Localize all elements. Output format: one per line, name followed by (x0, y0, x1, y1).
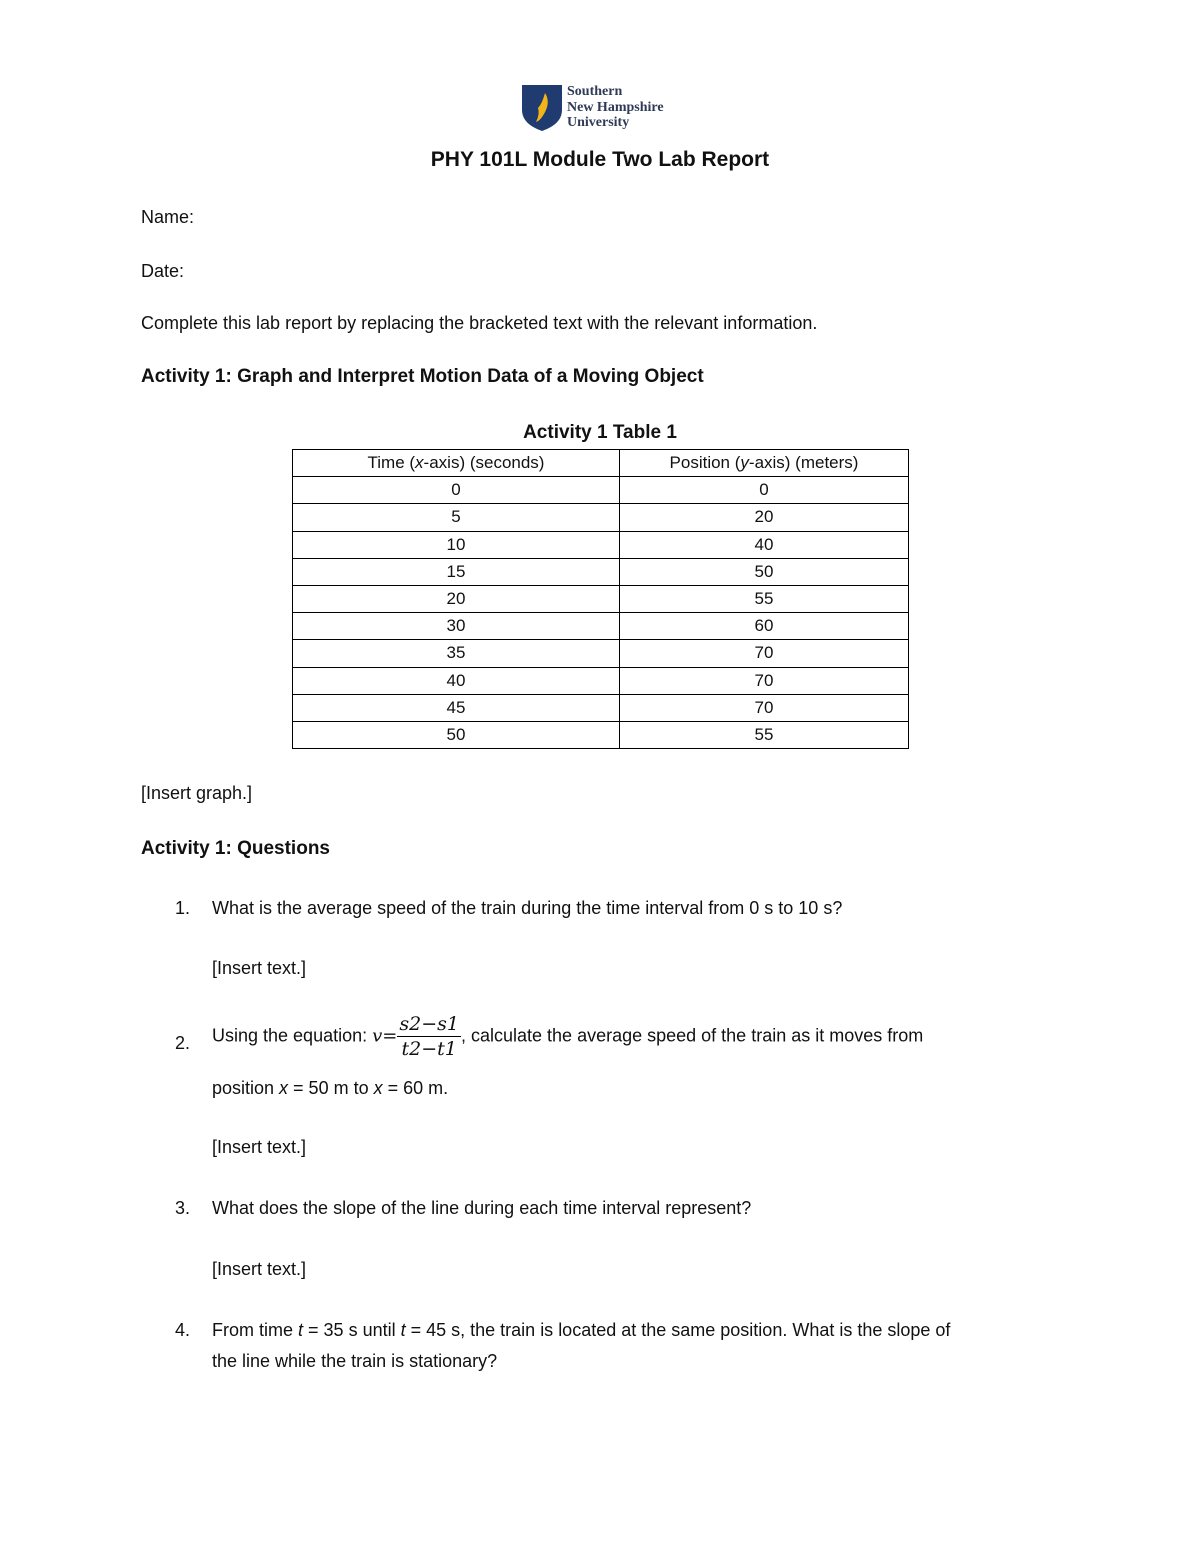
logo-wordmark (567, 84, 664, 131)
date-label: Date: (141, 261, 185, 281)
page-title: PHY 101L Module Two Lab Report (430, 148, 770, 171)
question-3-answer: [Insert text.] (212, 1259, 307, 1279)
question-4-text: From time t = 35 s until t = 45 s, the train is located at the same position. What is the slope of (212, 1320, 951, 1340)
table-caption: Activity 1 Table 1 (523, 422, 677, 443)
logo-line-3: University (567, 115, 630, 130)
time-cell: 50 (293, 721, 620, 748)
question-4-number: 4. (175, 1320, 191, 1340)
question-2-text-line2: position x = 50 m to x = 60 m. (212, 1078, 449, 1098)
question-3-number: 3. (175, 1198, 191, 1218)
question-2-answer: [Insert text.] (212, 1137, 307, 1157)
table-row (293, 694, 909, 721)
position-cell: 20 (620, 504, 909, 531)
question-1-number: 1. (175, 898, 191, 918)
question-2-number: 2. (175, 1033, 191, 1053)
position-cell: 70 (620, 694, 909, 721)
question-4-text-line2: the line while the train is stationary? (212, 1351, 498, 1371)
time-cell: 5 (293, 504, 620, 531)
activity1-heading: Activity 1: Graph and Interpret Motion Data of a Moving Object (141, 366, 704, 387)
equation-variable: v (372, 1025, 383, 1047)
questions-heading: Activity 1: Questions (141, 838, 330, 859)
question-2-text: Using the equation: v= $\frac{s2-s1}{t2-t1}$ , calculate the average speed of the train as it moves from (212, 1013, 924, 1060)
position-cell: 70 (620, 667, 909, 694)
speed-equation-fraction (397, 1013, 461, 1060)
question-1-text: What is the average speed of the train during the time interval from 0 s to 10 s? (212, 898, 843, 918)
question-3-text: What does the slope of the line during each time interval represent? (212, 1198, 752, 1218)
time-cell: 0 (293, 477, 620, 504)
position-cell: 0 (620, 477, 909, 504)
position-cell: 70 (620, 640, 909, 667)
table-header-row (293, 450, 909, 477)
position-cell: 60 (620, 613, 909, 640)
name-label: Name: (141, 207, 195, 227)
time-cell: 45 (293, 694, 620, 721)
time-cell: 20 (293, 585, 620, 612)
position-cell: 55 (620, 585, 909, 612)
time-cell: 35 (293, 640, 620, 667)
position-cell: 55 (620, 721, 909, 748)
table-row (293, 585, 909, 612)
table-row (293, 477, 909, 504)
motion-data-table (292, 449, 909, 749)
time-cell: 15 (293, 558, 620, 585)
graph-placeholder: [Insert graph.] (141, 783, 253, 803)
equation-numerator: s2−s1 (399, 1013, 459, 1035)
table-row (293, 640, 909, 667)
question-1-answer: [Insert text.] (212, 958, 307, 978)
table-row (293, 613, 909, 640)
table-row (293, 558, 909, 585)
time-cell: 10 (293, 531, 620, 558)
time-cell: 40 (293, 667, 620, 694)
table-row (293, 504, 909, 531)
position-cell: 50 (620, 558, 909, 585)
time-cell: 30 (293, 613, 620, 640)
logo-line-1: Southern (567, 84, 623, 99)
time-column-header: Time (x-axis) (seconds) (293, 450, 620, 477)
table-row (293, 721, 909, 748)
position-column-header: Position (y-axis) (meters) (620, 450, 909, 477)
position-cell: 40 (620, 531, 909, 558)
table-row (293, 531, 909, 558)
logo-line-2: New Hampshire (567, 99, 664, 115)
equation-denominator: t2−t1 (401, 1038, 457, 1060)
table-row (293, 667, 909, 694)
instructions-text: Complete this lab report by replacing the bracketed text with the relevant information. (141, 313, 818, 333)
